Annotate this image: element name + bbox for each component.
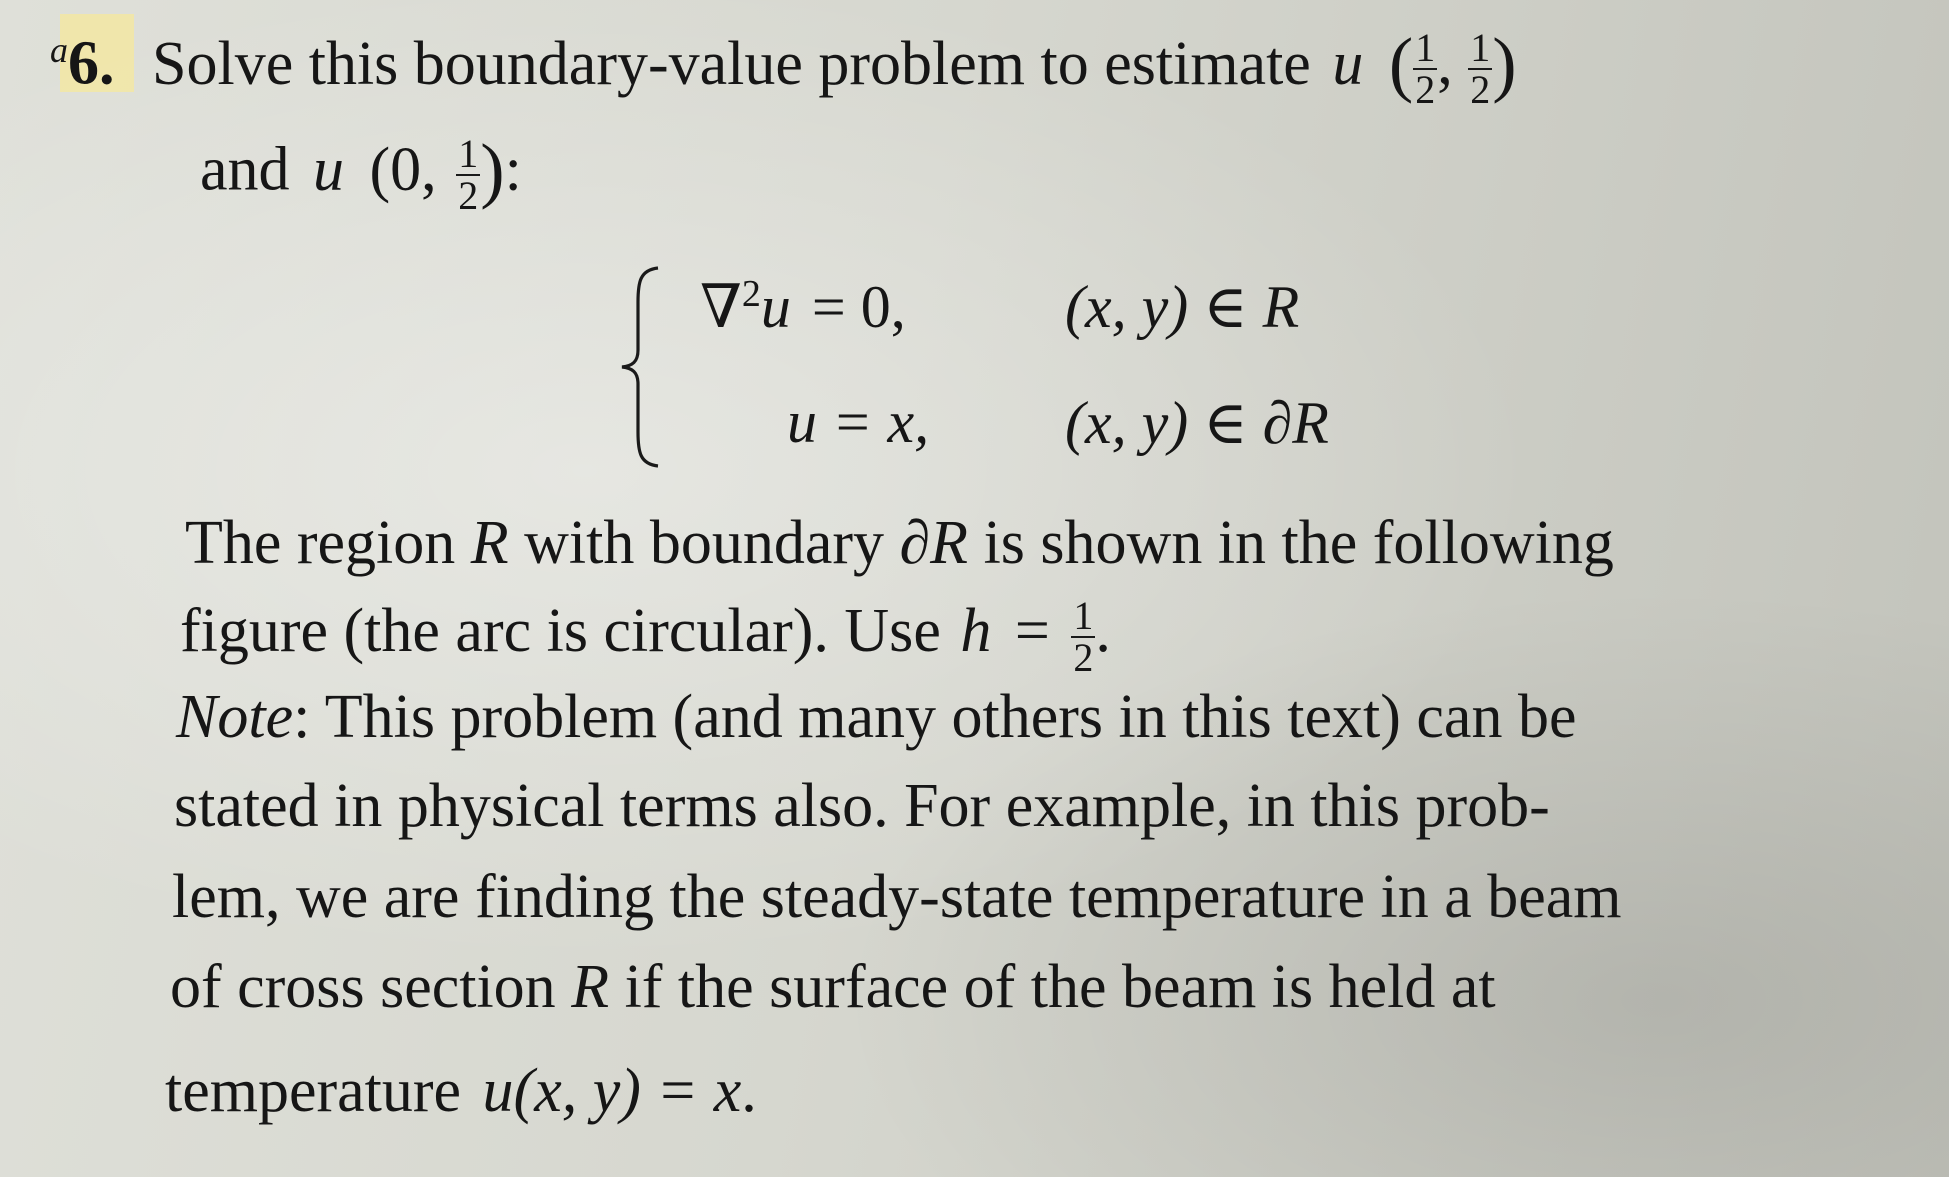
comma: ,: [1437, 29, 1453, 98]
text: figure (the arc is circular). Use: [180, 597, 941, 666]
problem-line-2: [200, 128, 522, 219]
temperature-formula: u(x, y) = x: [482, 1057, 742, 1125]
u-variable: u: [760, 274, 791, 340]
close-paren: ): [1492, 23, 1517, 104]
text: is shown in the following: [983, 509, 1614, 577]
equals: =: [1014, 597, 1050, 666]
fraction-numerator: 1: [458, 131, 479, 177]
equation-boundary: u = x,: [787, 389, 930, 455]
left-brace: [618, 262, 662, 472]
equation-laplace: [700, 272, 906, 342]
u-variable: u: [1332, 29, 1364, 98]
text: temperature: [165, 1057, 462, 1125]
text: The region: [185, 509, 456, 577]
region-r: R: [470, 509, 509, 577]
problem-line-1: [50, 22, 1517, 113]
u-variable: u: [313, 135, 345, 204]
open-paren: (: [1388, 23, 1414, 104]
paragraph-line-6: [170, 952, 1496, 1023]
h-variable: h: [960, 597, 992, 666]
region-r: R: [571, 953, 610, 1021]
fraction-numerator: 1: [1073, 593, 1094, 638]
exponent: 2: [741, 273, 761, 315]
superscript-a: a: [50, 29, 68, 70]
paragraph-line-4: stated in physical terms also. For example, in this prob-: [174, 772, 1550, 840]
equals-zero: = 0,: [811, 274, 906, 340]
boundary-dr: ∂R: [899, 509, 969, 577]
fraction-half-3: [456, 131, 480, 219]
fraction-half-2: [1468, 25, 1492, 113]
paragraph-line-7: [165, 1056, 757, 1127]
close-paren: ): [480, 129, 505, 210]
fraction-denominator: 2: [458, 173, 479, 219]
fraction-denominator: 2: [1470, 67, 1491, 113]
fraction-denominator: 2: [1415, 67, 1436, 113]
fraction-denominator: 2: [1073, 635, 1094, 680]
text: of cross section: [170, 953, 556, 1021]
paragraph-line-5: lem, we are finding the steady-state temperature in a beam: [172, 863, 1622, 931]
point-zero: (0,: [369, 135, 437, 204]
nabla-symbol: ∇: [700, 274, 742, 340]
text: with boundary: [524, 509, 885, 577]
fraction-numerator: 1: [1470, 25, 1491, 71]
colon: :: [504, 135, 522, 204]
text: if the surface of the beam is held at: [624, 953, 1496, 1021]
text: : This problem (and many others in this text) can be: [293, 683, 1577, 751]
paragraph-line-3: [176, 682, 1576, 753]
note-label: Note: [176, 683, 294, 751]
paragraph-line-2: [180, 593, 1111, 680]
period: .: [1095, 597, 1111, 666]
problem-number: 6.: [68, 29, 115, 98]
and-text: and: [200, 135, 290, 204]
fraction-half-1: [1413, 25, 1437, 113]
paragraph-line-1: [185, 508, 1614, 579]
domain-boundary: (x, y) ∈ ∂R: [1065, 390, 1329, 456]
period: .: [741, 1057, 757, 1125]
intro-text: Solve this boundary-value problem to estimate: [152, 29, 1311, 98]
domain-interior: (x, y) ∈ R: [1065, 274, 1300, 340]
fraction-h: [1071, 593, 1095, 680]
fraction-numerator: 1: [1415, 25, 1436, 71]
